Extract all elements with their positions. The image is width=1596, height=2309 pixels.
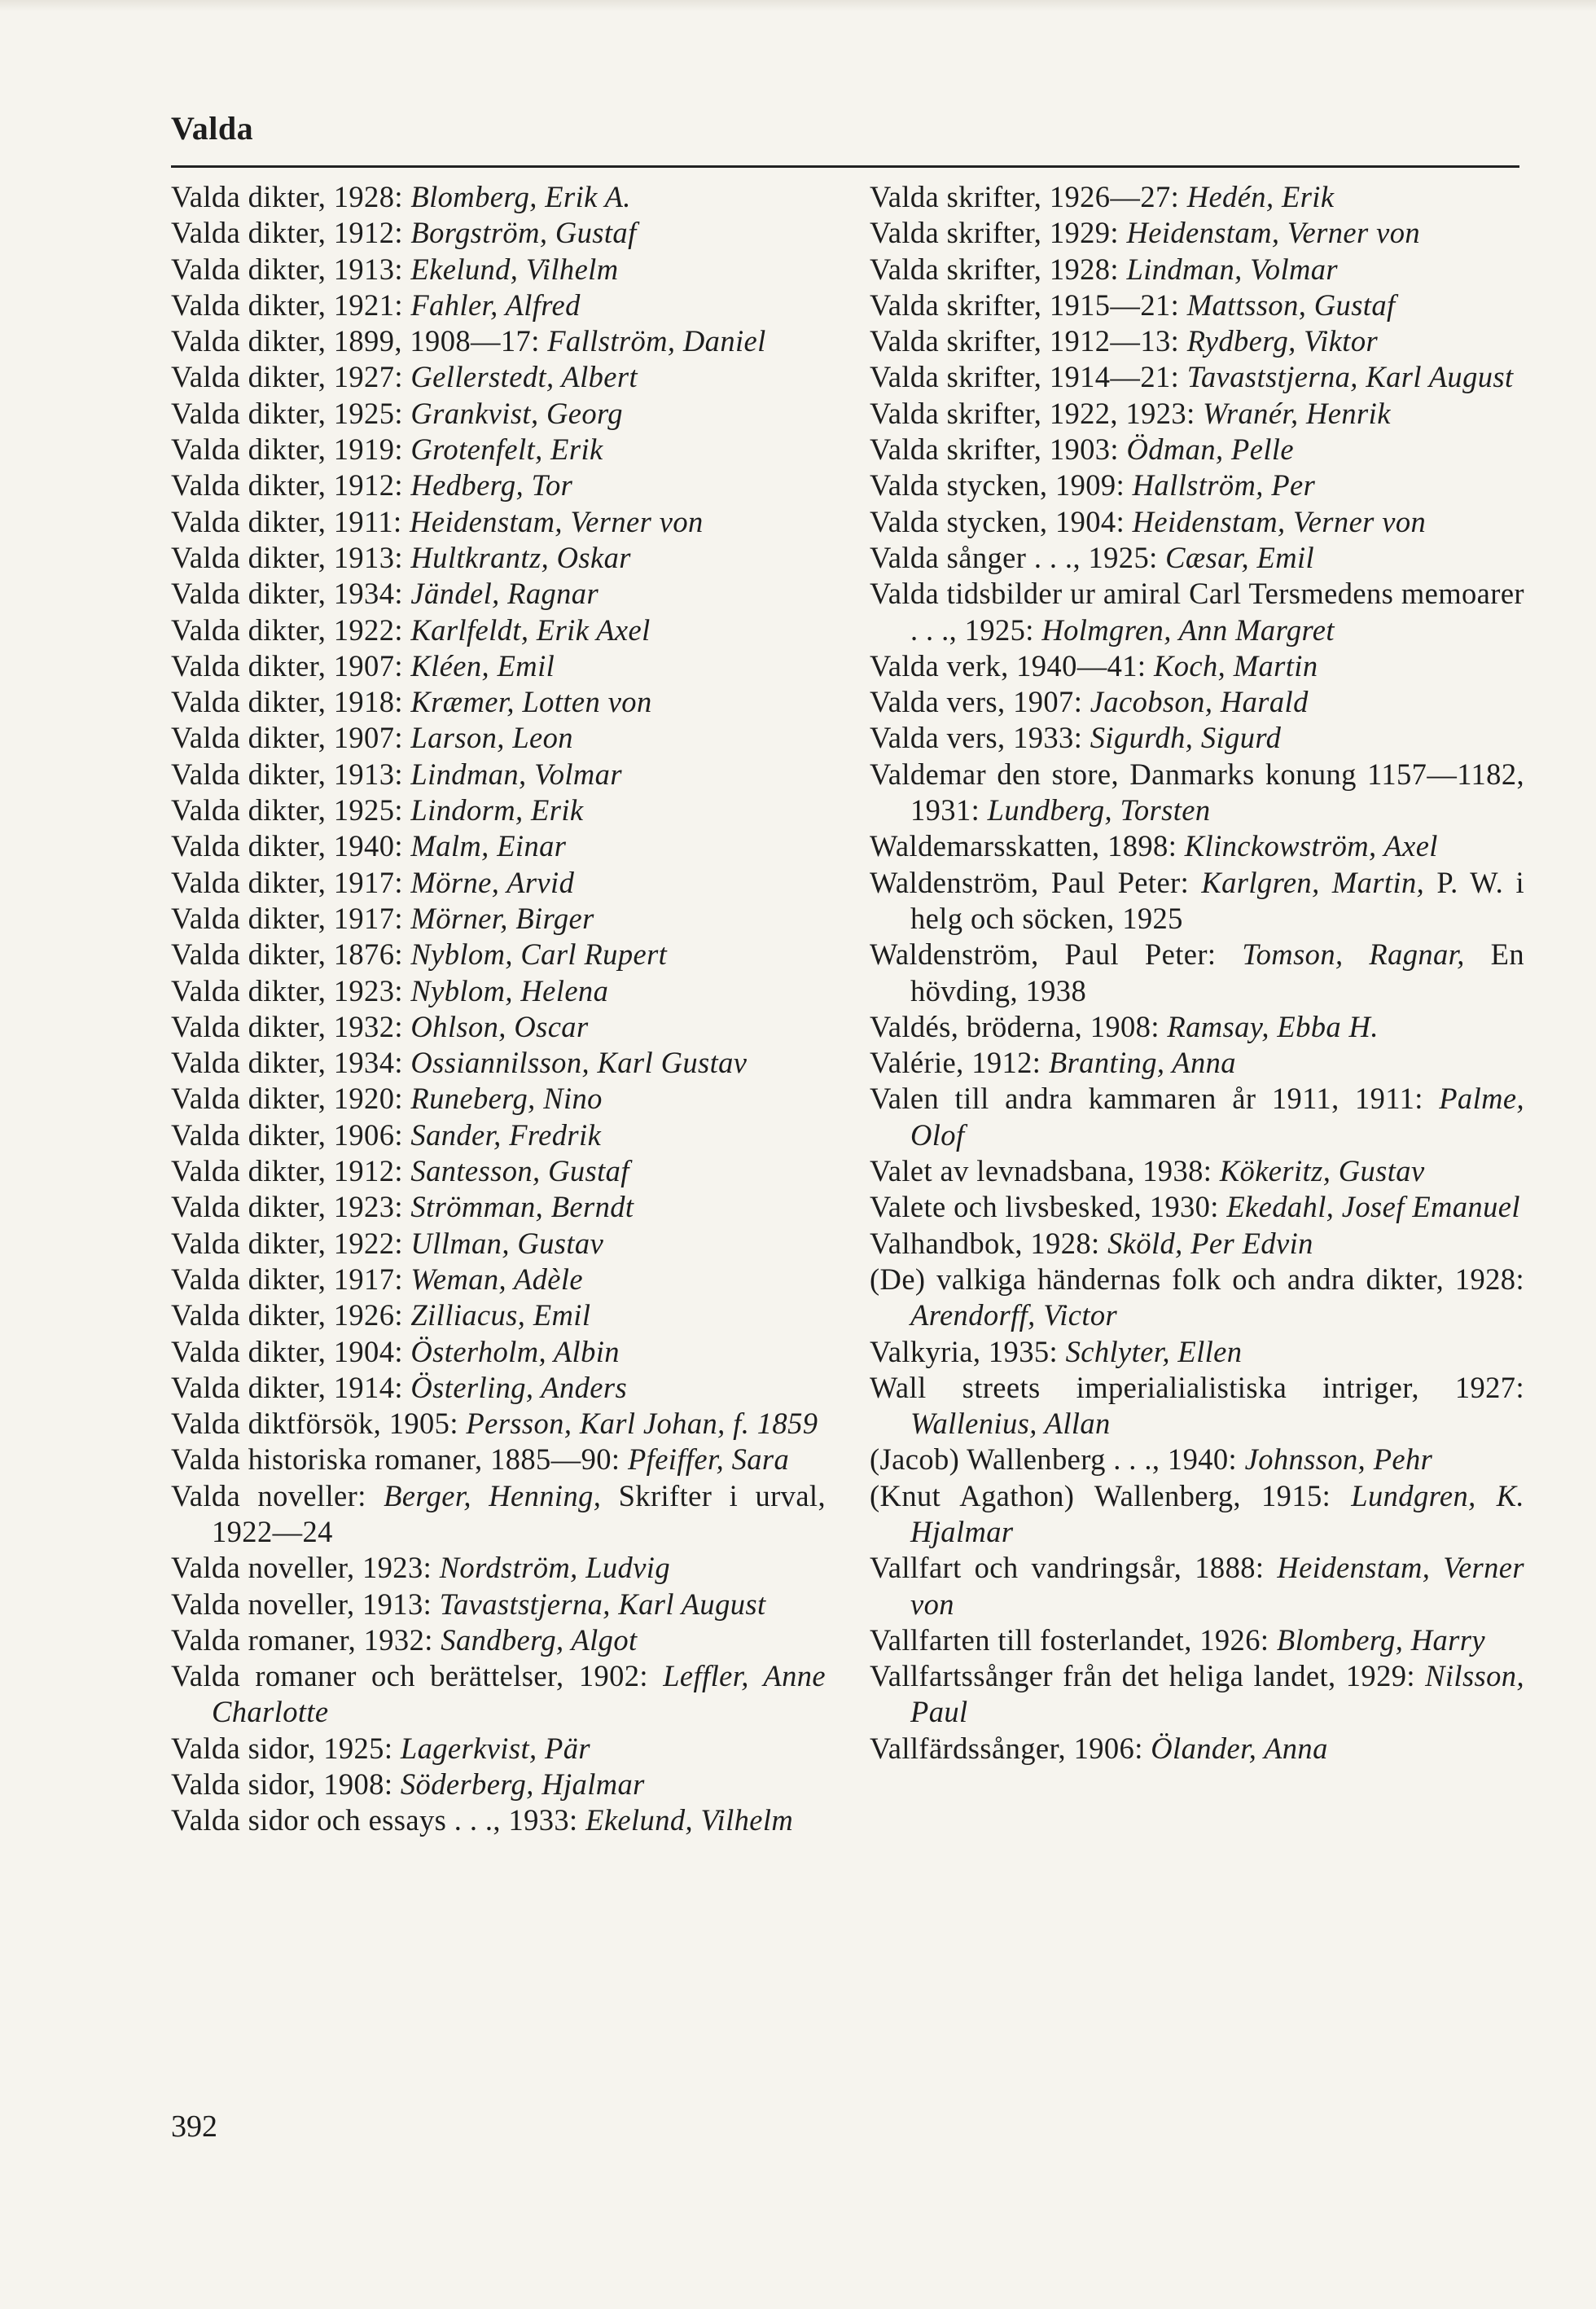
entry-author: Nordström, Ludvig — [439, 1551, 670, 1585]
entry-title: (Jacob) Wallenberg . . ., 1940: — [870, 1442, 1245, 1477]
header-rule — [171, 165, 1519, 168]
entry-author: Koch, Martin — [1154, 648, 1318, 683]
entry-title: Valda sånger . . ., 1925: — [870, 540, 1166, 574]
entry-title: Valda dikter, 1907: — [171, 648, 411, 683]
entry-author: Mattsson, Gustaf — [1186, 288, 1396, 322]
entry-title: Valda dikter, 1904: — [171, 1334, 411, 1368]
index-entry — [171, 432, 826, 468]
index-entry — [171, 1189, 826, 1225]
entry-author: Jacobson, Harald — [1090, 685, 1309, 719]
entry-title: Valda dikter, 1923: — [171, 1190, 411, 1224]
entry-author: Lundberg, Torsten — [987, 793, 1211, 827]
entry-author: Tavaststjerna, Karl August — [439, 1587, 766, 1621]
entry-title: Vallfarten till fosterlandet, 1926: — [870, 1622, 1277, 1657]
entry-author: Fahler, Alfred — [410, 288, 581, 322]
index-entry — [870, 1478, 1524, 1551]
entry-title: Valdemar den store, Danmarks konung 1157—1182, 1931: — [870, 757, 1524, 827]
entry-author: Rydberg, Viktor — [1186, 324, 1379, 358]
entry-author: Heidenstam, Verner von — [410, 504, 704, 538]
index-entry — [171, 1045, 826, 1081]
entry-author: Runeberg, Nino — [410, 1082, 603, 1116]
entry-author: Schlyter, Ellen — [1065, 1334, 1243, 1368]
entry-author: Tavaststjerna, Karl August — [1186, 360, 1514, 394]
entry-author: Johnsson, Pehr — [1244, 1442, 1433, 1477]
entry-author: Hedberg, Tor — [410, 468, 573, 503]
entry-title: Valda sidor, 1925: — [171, 1731, 401, 1765]
index-entry — [171, 1767, 826, 1802]
entry-title: Valda romaner och berättelser, 1902: — [171, 1659, 664, 1693]
entry-title: Valda dikter, 1932: — [171, 1009, 411, 1043]
index-entry — [870, 576, 1524, 648]
index-entry — [870, 252, 1524, 288]
entry-title: Valda vers, 1933: — [870, 721, 1090, 755]
entry-author: Sköld, Per Edvin — [1107, 1226, 1313, 1260]
index-entry — [171, 1658, 826, 1731]
entry-author: Söderberg, Hjalmar — [400, 1767, 645, 1802]
page-number: 392 — [171, 2109, 217, 2144]
index-column-left — [171, 179, 826, 1839]
entry-title: Valda dikter, 1906: — [171, 1117, 411, 1152]
index-entry — [870, 323, 1524, 359]
entry-author: Karlfeldt, Erik Axel — [410, 612, 651, 647]
index-entry — [171, 215, 826, 251]
index-entry — [171, 648, 826, 684]
entry-title: Valda noveller, 1913: — [171, 1587, 440, 1621]
entry-title: Valda dikter, 1899, 1908—17: — [171, 324, 548, 358]
entry-title: Valda dikter, 1927: — [171, 360, 411, 394]
entry-author: Hallström, Per — [1132, 468, 1316, 503]
entry-author: Grotenfelt, Erik — [410, 432, 603, 467]
index-entry — [171, 1117, 826, 1153]
entry-title: Valda noveller: — [171, 1478, 384, 1512]
entry-author: Ekedahl, Josef Emanuel — [1226, 1190, 1520, 1224]
index-entry — [870, 288, 1524, 323]
entry-title: Valda dikter, 1922: — [171, 1226, 411, 1260]
entry-author: Nyblom, Helena — [410, 973, 609, 1007]
index-entry — [870, 1009, 1524, 1045]
index-entry — [870, 504, 1524, 540]
entry-author: Santesson, Gustaf — [410, 1154, 629, 1188]
entry-author: Kökeritz, Gustav — [1219, 1154, 1425, 1188]
entry-author: Fallström, Daniel — [547, 324, 766, 358]
entry-author: Sigurdh, Sigurd — [1090, 721, 1282, 755]
entry-title: Valda stycken, 1909: — [870, 468, 1133, 503]
index-entry — [870, 540, 1524, 576]
index-entry — [870, 359, 1524, 395]
index-entry — [870, 468, 1524, 503]
index-entry — [870, 396, 1524, 432]
entry-title: Valete och livsbesked, 1930: — [870, 1190, 1227, 1224]
entry-title: Valda sidor och essays . . ., 1933: — [171, 1803, 586, 1837]
index-entry — [171, 1153, 826, 1189]
entry-author: Borgström, Gustaf — [410, 216, 637, 250]
entry-author: Blomberg, Harry — [1276, 1622, 1485, 1657]
entry-title: Valda dikter, 1925: — [171, 396, 411, 430]
entry-author: Österholm, Albin — [410, 1334, 620, 1368]
entry-title: Valda dikter, 1913: — [171, 252, 411, 286]
index-entry — [870, 1153, 1524, 1189]
index-entry — [870, 684, 1524, 720]
entry-author: Lagerkvist, Pär — [400, 1731, 590, 1765]
entry-author: Nilsson, Paul — [910, 1659, 1524, 1729]
entry-author: Ekelund, Vilhelm — [410, 252, 619, 286]
index-entry — [171, 576, 826, 612]
entry-title: Valda dikter, 1928: — [171, 180, 411, 213]
index-entry — [171, 684, 826, 720]
entry-title: Valda romaner, 1932: — [171, 1622, 441, 1657]
entry-author: Hultkrantz, Oskar — [410, 540, 631, 574]
index-entry — [171, 323, 826, 359]
entry-title: Valda dikter, 1911: — [171, 504, 410, 538]
entry-title: Valda dikter, 1925: — [171, 793, 411, 827]
index-entry — [870, 720, 1524, 756]
index-entry — [870, 865, 1524, 937]
entry-title: Valhandbok, 1928: — [870, 1226, 1108, 1260]
entry-title: (De) valkiga händernas folk och andra dikter, 1928: — [870, 1262, 1524, 1296]
entry-author: Mörne, Arvid — [410, 865, 575, 899]
entry-title: Valen till andra kammaren år 1911, 1911: — [870, 1082, 1440, 1116]
entry-author: Kræmer, Lotten von — [410, 685, 652, 719]
entry-remainder: Skrifter i urval, 1922—24 — [212, 1478, 826, 1548]
index-entry — [171, 1370, 826, 1406]
index-entry — [171, 720, 826, 756]
entry-title: Waldenström, Paul Peter: — [870, 937, 1243, 972]
entry-title: Valda historiska romaner, 1885—90: — [171, 1442, 628, 1477]
entry-author: Arendorff, Victor — [910, 1298, 1118, 1332]
index-entry — [171, 1442, 826, 1477]
index-entry — [870, 648, 1524, 684]
entry-author: Lindorm, Erik — [410, 793, 584, 827]
index-entry — [171, 1009, 826, 1045]
entry-title: Valda dikter, 1912: — [171, 216, 411, 250]
entry-title: Valda dikter, 1912: — [171, 468, 411, 503]
entry-title: Valet av levnadsbana, 1938: — [870, 1154, 1220, 1188]
index-entry — [171, 1731, 826, 1767]
entry-author: Heidenstam, Verner von — [910, 1551, 1524, 1621]
index-entry — [171, 179, 826, 215]
entry-author: Weman, Adèle — [410, 1262, 584, 1296]
index-entry — [870, 1370, 1524, 1442]
entry-title: Valda noveller, 1923: — [171, 1551, 440, 1585]
index-entry — [171, 359, 826, 395]
entry-title: Vallfärdssånger, 1906: — [870, 1731, 1151, 1765]
entry-title: Valda skrifter, 1926—27: — [870, 180, 1187, 213]
entry-title: Vallfartssånger från det heliga landet, 1929: — [870, 1659, 1426, 1693]
index-entry — [870, 1731, 1524, 1767]
entry-title: Valda dikter, 1913: — [171, 540, 411, 574]
index-entry — [870, 757, 1524, 829]
index-entry — [171, 468, 826, 503]
entry-title: Valda dikter, 1920: — [171, 1082, 411, 1116]
entry-author: Lundgren, K. Hjalmar — [910, 1478, 1524, 1548]
entry-title: Valda stycken, 1904: — [870, 504, 1133, 538]
entry-author: Jändel, Ragnar — [410, 577, 599, 611]
entry-title: Valda skrifter, 1912—13: — [870, 324, 1187, 358]
entry-author: Wallenius, Allan — [910, 1407, 1111, 1441]
entry-author: Larson, Leon — [410, 721, 573, 755]
entry-author: Ossiannilsson, Karl Gustav — [410, 1046, 748, 1080]
entry-author: Ölander, Anna — [1151, 1731, 1328, 1765]
entry-author: Ullman, Gustav — [410, 1226, 604, 1260]
entry-title: Valda dikter, 1919: — [171, 432, 411, 467]
entry-author: Sander, Fredrik — [410, 1117, 602, 1152]
entry-title: Valda dikter, 1934: — [171, 577, 411, 611]
entry-author: Pfeiffer, Sara — [627, 1442, 790, 1477]
index-entry — [870, 1622, 1524, 1658]
index-entry — [870, 215, 1524, 251]
entry-author: Hedén, Erik — [1186, 180, 1335, 213]
entry-author: Ohlson, Oscar — [410, 1009, 589, 1043]
index-entry — [870, 1189, 1524, 1225]
entry-title: Valda skrifter, 1922, 1923: — [870, 396, 1204, 430]
entry-remainder: P. W. i helg och söcken, 1925 — [910, 865, 1524, 935]
index-entry — [870, 1226, 1524, 1262]
entry-author: Holmgren, Ann Margret — [1041, 612, 1335, 647]
index-entry — [171, 252, 826, 288]
entry-title: Wall streets imperialialistiska intriger, 1927: — [870, 1370, 1524, 1404]
index-entry — [870, 179, 1524, 215]
index-entry — [171, 1081, 826, 1117]
entry-title: Valda dikter, 1926: — [171, 1298, 411, 1332]
index-entry — [171, 865, 826, 901]
entry-author: Ödman, Pelle — [1126, 432, 1294, 467]
index-entry — [870, 1262, 1524, 1334]
index-column-right — [870, 179, 1524, 1767]
entry-author: Tomson, Ragnar, — [1242, 937, 1465, 972]
entry-author: Ekelund, Vilhelm — [585, 1803, 794, 1837]
index-entry — [870, 432, 1524, 468]
entry-author: Ramsay, Ebba H. — [1167, 1009, 1379, 1043]
entry-title: Valda dikter, 1917: — [171, 1262, 411, 1296]
entry-title: Valda dikter, 1912: — [171, 1154, 411, 1188]
entry-author: Blomberg, Erik A. — [410, 180, 631, 213]
entry-title: Valda tidsbilder ur amiral Carl Tersmedens memoarer . . ., 1925: — [870, 577, 1524, 647]
index-entry — [870, 1081, 1524, 1153]
entry-author: Cæsar, Emil — [1165, 540, 1315, 574]
index-entry — [171, 1334, 826, 1370]
index-entry — [171, 1622, 826, 1658]
index-entry — [171, 973, 826, 1009]
index-entry — [171, 1262, 826, 1297]
entry-author: Palme, Olof — [910, 1082, 1524, 1152]
entry-title: Waldenström, Paul Peter: — [870, 865, 1202, 899]
entry-title: Valda vers, 1907: — [870, 685, 1090, 719]
entry-title: Valda dikter, 1940: — [171, 829, 411, 863]
entry-author: Gellerstedt, Albert — [410, 360, 638, 394]
index-entry — [870, 1550, 1524, 1622]
index-entry — [171, 757, 826, 792]
index-entry — [171, 504, 826, 540]
entry-title: Valérie, 1912: — [870, 1046, 1049, 1080]
entry-author: Berger, Henning, — [384, 1478, 602, 1512]
entry-author: Leffler, Anne Charlotte — [212, 1659, 826, 1729]
entry-title: Valda dikter, 1918: — [171, 685, 411, 719]
entry-title: Valda skrifter, 1929: — [870, 216, 1127, 250]
index-entry — [171, 1406, 826, 1442]
index-entry — [171, 288, 826, 323]
index-entry — [171, 937, 826, 972]
entry-title: Valda dikter, 1876: — [171, 937, 411, 972]
index-entry — [870, 1658, 1524, 1731]
entry-title: Valdés, bröderna, 1908: — [870, 1009, 1168, 1043]
entry-title: Valda skrifter, 1915—21: — [870, 288, 1187, 322]
entry-title: Valda dikter, 1934: — [171, 1046, 411, 1080]
index-entry — [171, 396, 826, 432]
index-entry — [870, 828, 1524, 864]
index-entry — [171, 1226, 826, 1262]
entry-title: (Knut Agathon) Wallenberg, 1915: — [870, 1478, 1352, 1512]
entry-author: Lindman, Volmar — [1126, 252, 1339, 286]
index-entry — [171, 612, 826, 648]
index-entry — [171, 792, 826, 828]
entry-title: Valda dikter, 1921: — [171, 288, 411, 322]
entry-title: Valda diktförsök, 1905: — [171, 1407, 467, 1441]
entry-author: Grankvist, Georg — [410, 396, 623, 430]
entry-author: Branting, Anna — [1048, 1046, 1236, 1080]
entry-title: Valda dikter, 1917: — [171, 901, 411, 935]
index-entry — [171, 1478, 826, 1551]
entry-author: Persson, Karl Johan, f. 1859 — [466, 1407, 818, 1441]
entry-author: Nyblom, Carl Rupert — [410, 937, 668, 972]
entry-author: Zilliacus, Emil — [410, 1298, 591, 1332]
page-edge — [0, 0, 1596, 11]
entry-title: Valda skrifter, 1914—21: — [870, 360, 1187, 394]
index-entry — [171, 1297, 826, 1333]
index-entry — [171, 540, 826, 576]
entry-author: Malm, Einar — [410, 829, 567, 863]
entry-title: Valkyria, 1935: — [870, 1334, 1066, 1368]
entry-title: Valda dikter, 1913: — [171, 757, 411, 791]
index-entry — [171, 1802, 826, 1838]
entry-author: Österling, Anders — [410, 1370, 628, 1404]
index-entry — [870, 1045, 1524, 1081]
entry-author: Klinckowström, Axel — [1184, 829, 1438, 863]
entry-title: Valda skrifter, 1903: — [870, 432, 1127, 467]
index-entry — [171, 901, 826, 937]
entry-author: Wranér, Henrik — [1203, 396, 1391, 430]
index-entry — [870, 1442, 1524, 1477]
entry-author: Kléen, Emil — [410, 648, 555, 683]
entry-remainder: En hövding, 1938 — [910, 937, 1524, 1007]
entry-title: Valda verk, 1940—41: — [870, 648, 1155, 683]
entry-title: Valda dikter, 1914: — [171, 1370, 411, 1404]
entry-title: Valda dikter, 1923: — [171, 973, 411, 1007]
entry-title: Valda dikter, 1907: — [171, 721, 411, 755]
entry-title: Waldemarsskatten, 1898: — [870, 829, 1185, 863]
entry-author: Heidenstam, Verner von — [1126, 216, 1421, 250]
entry-author: Sandberg, Algot — [441, 1622, 638, 1657]
entry-author: Heidenstam, Verner von — [1132, 504, 1427, 538]
entry-author: Karlgren, Martin, — [1201, 865, 1425, 899]
index-entry — [870, 1334, 1524, 1370]
index-entry — [171, 1550, 826, 1586]
entry-title: Valda dikter, 1917: — [171, 865, 411, 899]
entry-author: Lindman, Volmar — [410, 757, 622, 791]
running-head: Valda — [171, 110, 254, 147]
index-entry — [171, 1587, 826, 1622]
entry-title: Valda skrifter, 1928: — [870, 252, 1127, 286]
index-entry — [171, 828, 826, 864]
entry-title: Valda dikter, 1922: — [171, 612, 411, 647]
entry-author: Strömman, Berndt — [410, 1190, 634, 1224]
entry-author: Mörner, Birger — [410, 901, 594, 935]
entry-title: Valda sidor, 1908: — [171, 1767, 401, 1802]
entry-title: Vallfart och vandringsår, 1888: — [870, 1551, 1278, 1585]
index-entry — [870, 937, 1524, 1009]
